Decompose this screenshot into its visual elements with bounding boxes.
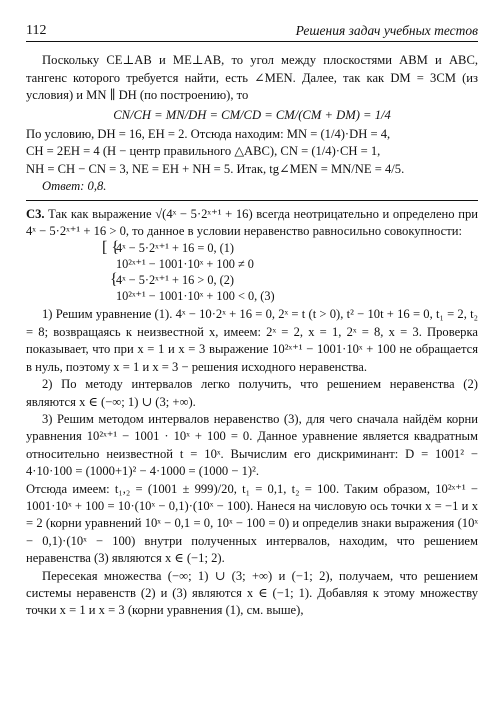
page-header [26, 22, 478, 42]
answer-line: Ответ: 0,8. [42, 179, 107, 194]
paragraph-values-2: CH = 2EH = 4 (H − центр правильного △ABC), CN = (1/4)·CH = 1, [26, 144, 381, 159]
system-eq-4: 10²ˣ⁺¹ − 1001·10ˣ + 100 < 0, (3) [116, 289, 275, 304]
system-line [102, 288, 402, 304]
c3-label: C3. [26, 206, 45, 221]
solution-intersection: Пересекая множества (−∞; 1) ∪ (3; +∞) и (−1; 2), получаем, что решением системы неравенств (2) и (3) являются x ∈ (−1; 1). Добавляя к этому множеству точки x = 1 и x = 3 (корни уравнения (1), см. выше), [26, 568, 478, 618]
section-divider [26, 200, 478, 201]
inequality-system [102, 240, 402, 304]
page-number: 112 [26, 23, 47, 38]
solution-step-1: 1) Решим уравнение (1). 4ˣ − 10·2ˣ + 16 = 0, 2ˣ = t (t > 0), t² − 10t + 16 = 0, t₁ = 2, t₂ = 8; возвращаясь к неизвестной x, имеем: 2ˣ = 2, x = 1, 2ˣ = 8, x = 3. Проверка показывает, что при x = 1 и x = 3 выражение 10²ˣ⁺¹ − 1001·10ˣ + 100 не обращается в нуль, поэтому x = 1 и x = 3 − решения исходного неравенства. [26, 307, 478, 374]
system-eq-1: 4ˣ − 5·2ˣ⁺¹ + 16 = 0, (1) [116, 241, 235, 256]
solution-step-3-continued: Отсюда имеем: t₁,₂ = (1001 ± 999)/20, t₁ = 0,1, t₂ = 100. Таким образом, 10²ˣ⁺¹ − 1001·10ˣ + 100 = 10·(10ˣ − 0,1)·(10ˣ − 100). Нанеся на числовую ось точки x = −1 и x = 2 (корни уравнений 10ˣ − 0,1 = 0, 10ˣ − 100 = 0) и определив знаки выражения (10ˣ − 0,1)·(10ˣ − 100) внутри полученных интервалов, находим, что решением неравенства (3) являются x ∈ (−1; 2). [26, 481, 478, 566]
c3-intro-paragraph [26, 206, 478, 241]
paragraph-values-1: По условию, DH = 16, EH = 2. Отсюда находим: MN = (1/4)·DH = 4, [26, 127, 391, 142]
system-eq-2: 10²ˣ⁺¹ − 1001·10ˣ + 100 ≠ 0 [116, 257, 254, 272]
paragraph-angle: Поскольку CE⊥AB и ME⊥AB, то угол между плоскостями ABM и ABC, тангенс которого требуется найти, есть ∠MEN. Далее, так как DM = 3CM (из условия) и MN ∥ DH (по построению), то [26, 53, 478, 103]
system-line [102, 256, 402, 272]
ratio-formula: CN/CH = MN/DH = CM/CD = CM/(CM + DM) = 1/4 [113, 107, 391, 122]
solution-step-3: 3) Решим методом интервалов неравенство (3), для чего сначала найдём корни уравнения 10²ˣ⁺¹ − 1001 · 10ˣ + 100 = 0. Данное уравнение является квадратным относительно неизвестной t = 10ˣ. Вычислим его дискриминант: D = 1001² − 4·10·100 = (1000+1)² − 4·1000 = (1000 − 1)². [26, 411, 478, 479]
solution-step-2: 2) По методу интервалов легко получить, что решением неравенства (2) являются x ∈ (−∞; 1) ∪ (3; +∞). [26, 377, 478, 409]
system-line: {4ˣ − 5·2ˣ⁺¹ + 16 > 0, (2) [102, 271, 235, 289]
system-line: [ {4ˣ − 5·2ˣ⁺¹ + 16 = 0, (1) [102, 239, 235, 257]
system-eq-3: 4ˣ − 5·2ˣ⁺¹ + 16 > 0, (2) [116, 273, 235, 288]
c3-intro-text: Так как выражение √(4ˣ − 5·2ˣ⁺¹ + 16) всегда неотрицательно и определено при 4ˣ − 5·2ˣ⁺¹ + 16 > 0, то данное в условии неравенство равносильно совокупности: [26, 206, 478, 239]
paragraph-values-3: NH = CH − CN = 3, NE = EH + NH = 5. Итак, tg∠MEN = MN/NE = 4/5. [26, 161, 405, 176]
running-title: Решения задач учебных тестов [295, 23, 478, 38]
